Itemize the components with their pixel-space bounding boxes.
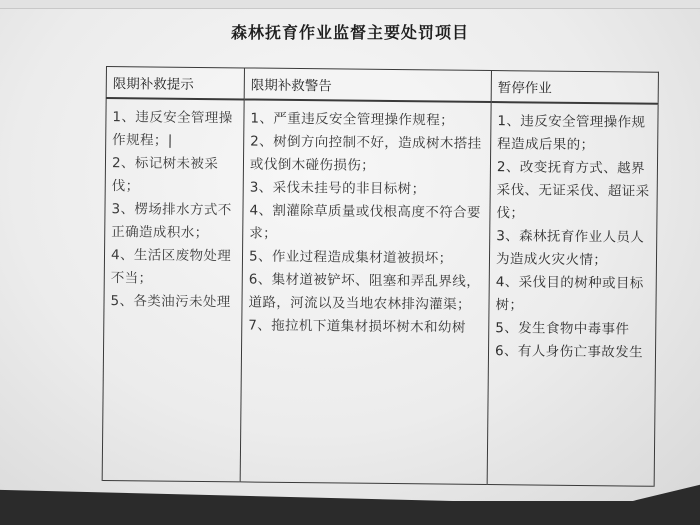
- window-top-strip: [0, 0, 700, 9]
- list-item: 1、严重违反安全管理操作规程；: [250, 110, 455, 129]
- warning-items-cell: [240, 99, 491, 484]
- list-item: 1、违反安全管理操作规程造成后果的；: [497, 113, 646, 154]
- list-item: 5、各类油污未处理: [110, 293, 231, 311]
- notice-items-cell: [102, 98, 244, 482]
- header-deadline-remedy-warning: 限期补救警告: [244, 68, 491, 102]
- list-item: 4、割灌除草质量或伐根高度不符合要求；: [249, 202, 481, 242]
- list-item: 5、作业过程造成集材道被损坏；: [248, 248, 453, 267]
- penalty-table-wrapper: [102, 66, 659, 487]
- list-item: 3、采伐未挂号的非目标树；: [249, 179, 426, 198]
- list-item: 1、违反安全管理操作规程；|: [112, 109, 233, 149]
- table-row: [102, 98, 658, 486]
- list-item: 2、树倒方向控制不好，造成树木搭挂或伐倒木碰伤损伤；: [249, 133, 482, 174]
- list-item: 3、森林抚育作业人员人为造成火灾火情；: [495, 228, 645, 269]
- list-item: 5、发生食物中毒事件: [495, 320, 630, 338]
- list-item: 6、集材道被铲坏、阻塞和弄乱界线，道路，河流以及当地农林排沟灌渠；: [248, 271, 481, 313]
- list-item: 6、有人身伤亡事故发生: [494, 343, 644, 361]
- monitor-bezel: [0, 501, 700, 525]
- document-title: 森林抚育作业监督主要处罚项目: [230, 23, 469, 42]
- list-item: 2、改变抚育方式、越界采伐、无证采伐、超证采伐；: [496, 159, 650, 222]
- list-item: 2、标记树未被采伐；: [111, 155, 219, 195]
- list-item: 3、楞场排水方式不正确造成积水；: [111, 201, 232, 242]
- header-deadline-remedy-notice: 限期补救提示: [106, 67, 244, 100]
- penalty-table: [102, 66, 659, 487]
- list-item: 4、采伐目的树种或目标树；: [495, 274, 644, 314]
- header-suspend-work: 暂停作业: [491, 71, 658, 104]
- list-item: 7、拖拉机下道集材损坏树木和幼树: [248, 317, 466, 336]
- list-item: 4、生活区废物处理不当；: [110, 247, 232, 287]
- suspend-items-cell: [487, 102, 658, 486]
